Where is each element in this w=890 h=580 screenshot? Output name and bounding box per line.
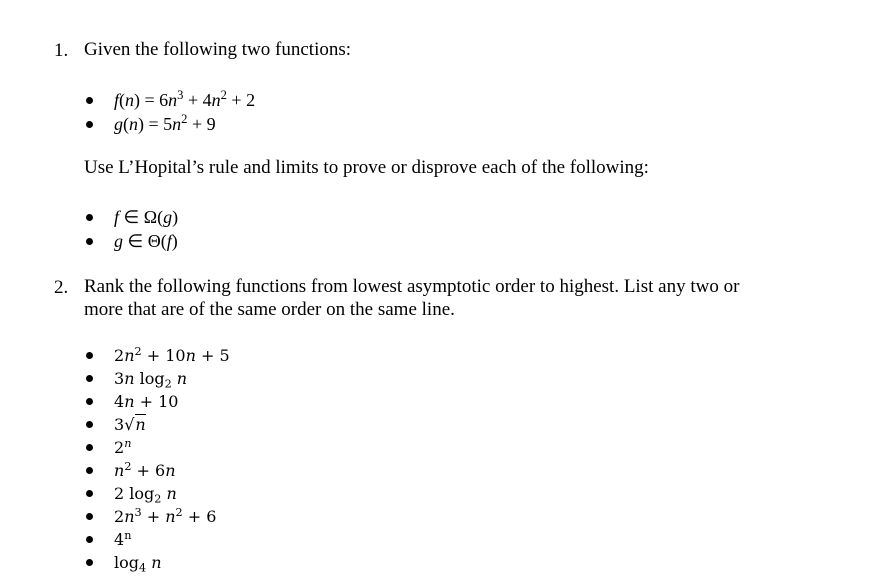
function-g-definition: $g(n) = 5n^2 + 9$ — [114, 112, 216, 134]
bullet-icon — [86, 467, 93, 474]
claim-f-omega-g: f ∈ Ω(g) — [114, 207, 179, 227]
question-1-number: 1. — [54, 40, 69, 61]
function-3: 4n + 10 — [114, 392, 179, 411]
bullet-icon — [86, 97, 93, 104]
list-item — [86, 344, 486, 367]
list-item — [86, 229, 486, 253]
list-item — [86, 459, 486, 482]
bullet-icon — [86, 352, 93, 359]
question-2-text-line-2: more that are of the same order on the same line. — [84, 299, 455, 320]
list-item — [86, 112, 486, 136]
question-2-number: 2. — [54, 277, 69, 298]
claim-g-theta-f: g ∈ Θ(f) — [114, 231, 178, 251]
function-8: $2n^3 + n^2 + 6$ — [114, 505, 217, 526]
q2-function-list — [86, 344, 486, 574]
function-6: $n^2 + 6n$ — [114, 459, 176, 480]
function-1: $2n^2 + 10n + 5$ — [114, 344, 230, 365]
bullet-icon — [86, 490, 93, 497]
bullet-icon — [86, 214, 93, 221]
function-10: $\log_4 n$ — [114, 553, 162, 575]
bullet-icon — [86, 121, 93, 128]
list-item — [86, 205, 486, 229]
function-9: 4$^n$ — [114, 528, 132, 549]
bullet-icon — [86, 536, 93, 543]
list-item — [86, 436, 486, 459]
list-item — [86, 505, 486, 528]
question-2-text-line-1: Rank the following functions from lowest asymptotic order to highest. List any two or — [84, 276, 740, 297]
bullet-icon — [86, 559, 93, 566]
list-item — [86, 390, 486, 413]
bullet-icon — [86, 375, 93, 382]
bullet-icon — [86, 421, 93, 428]
question-1-intro: Given the following two functions: — [84, 39, 352, 60]
q1-function-list — [86, 88, 486, 136]
bullet-icon — [86, 238, 93, 245]
bullet-icon — [86, 444, 93, 451]
list-item — [86, 551, 486, 574]
q1-claim-list — [86, 205, 486, 253]
function-f-definition: $f(n) = 6n^3 + 4n^2 + 2$ — [114, 88, 256, 110]
function-2: 3n $\log_2 n$ — [114, 369, 188, 391]
function-4: 3√n — [114, 415, 146, 434]
list-item — [86, 367, 486, 390]
list-item — [86, 528, 486, 551]
question-1-instruction: Use L’Hopital’s rule and limits to prove or disprove each of the following: — [84, 157, 649, 178]
list-item — [86, 413, 486, 436]
function-5: 2$^n$ — [114, 436, 132, 457]
list-item — [86, 88, 486, 112]
function-7: 2 $\log_2 n$ — [114, 484, 177, 506]
q2-function-text-values — [0, 0, 1, 1]
bullet-icon — [86, 398, 93, 405]
list-item — [86, 482, 486, 505]
bullet-icon — [86, 513, 93, 520]
